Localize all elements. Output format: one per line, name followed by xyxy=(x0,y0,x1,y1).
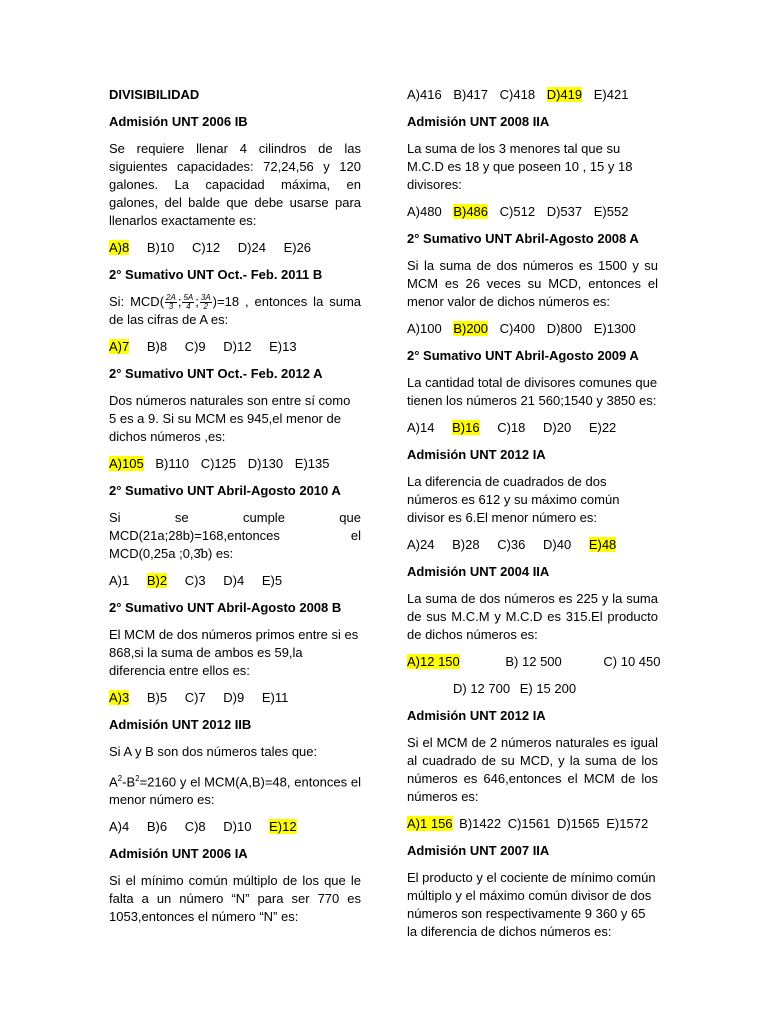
option-d: D)24 xyxy=(237,240,266,255)
question-text: Si el MCM de 2 números naturales es igual al cuadrado de su MCD, y la suma de los números es 646,entonces el MCM de los números es: xyxy=(407,735,658,804)
option-a: A)14 xyxy=(407,420,435,435)
text-fragment: =2160 y el MCM(A,B)=48, entonces el menor número es: xyxy=(109,774,361,808)
answer-options xyxy=(407,653,661,671)
answer-options xyxy=(407,320,658,338)
option-c: C)125 xyxy=(200,456,237,472)
option-e-highlighted: E)48 xyxy=(588,537,617,552)
option-d: D)40 xyxy=(543,537,572,552)
question-text: Si A y B son dos números tales que: xyxy=(109,744,318,760)
option-a-highlighted: A)1 156 xyxy=(407,816,453,831)
question-heading: Admisión UNT 2006 IA xyxy=(109,846,248,862)
option-a: A)1 xyxy=(109,573,130,589)
answer-options xyxy=(109,572,361,590)
question-equation xyxy=(109,770,361,809)
answer-options xyxy=(109,338,361,356)
option-a: A)4 xyxy=(109,819,130,835)
answer-options xyxy=(109,689,361,707)
option-a-highlighted: A)105 xyxy=(109,456,144,472)
option-b: B)5 xyxy=(146,690,168,706)
option-a: A)100 xyxy=(407,321,442,336)
question-heading: Admisión UNT 2007 IIA xyxy=(407,843,550,858)
option-b-highlighted: B)200 xyxy=(453,321,489,336)
option-d: D)1565 xyxy=(556,816,600,831)
answer-options xyxy=(407,203,658,221)
option-e: E)11 xyxy=(261,690,289,706)
option-b: B)110 xyxy=(155,456,190,472)
denominator: 2 xyxy=(203,302,208,312)
option-a-highlighted: A)3 xyxy=(109,690,130,706)
option-a-highlighted: A)8 xyxy=(109,240,130,255)
question-text: Se requiere llenar 4 cilindros de las siguientes capacidades: 72,24,56 y 120 galones. La capacidad máxima, en galones, del balde que debe usarse para llenarlos exactamente es: xyxy=(109,141,361,228)
option-a: A)416 xyxy=(407,87,442,102)
question-heading: Admisión UNT 2012 IA xyxy=(407,447,546,462)
right-column xyxy=(407,86,661,950)
option-d: D) 12 700 xyxy=(453,681,511,696)
question-text: El MCM de dos números primos entre si es 868,si la suma de ambos es 59,la diferencia entre ellos es: xyxy=(109,627,359,679)
answer-options xyxy=(109,818,361,836)
option-a-highlighted: A)7 xyxy=(109,339,130,355)
option-c: C)12 xyxy=(191,240,221,255)
option-c: C)8 xyxy=(184,819,206,835)
option-c: C)36 xyxy=(497,537,526,552)
numerator: 3A xyxy=(200,293,211,303)
option-b-highlighted: B)16 xyxy=(452,420,480,435)
question-heading: Admisión UNT 2006 IB xyxy=(109,114,248,129)
question-heading: 2° Sumativo UNT Oct.- Feb. 2012 A xyxy=(109,366,323,382)
question-text: Si se cumple que MCD(21a;28b)=168,entonces el MCD(0,25a ;0,3̂b) es: xyxy=(109,510,361,562)
question-heading: 2° Sumativo UNT Abril-Agosto 2009 A xyxy=(407,348,639,363)
option-a: A)24 xyxy=(407,537,435,552)
question-heading: 2° Sumativo UNT Abril-Agosto 2010 A xyxy=(109,483,341,499)
option-c: C) 10 450 xyxy=(603,654,661,669)
option-c: C)7 xyxy=(184,690,206,706)
option-d: D)10 xyxy=(223,819,252,835)
answer-options xyxy=(407,419,658,437)
option-e: E) 15 200 xyxy=(519,681,577,696)
option-e-highlighted: E)12 xyxy=(269,819,297,835)
question-heading: 2° Sumativo UNT Abril-Agosto 2008 A xyxy=(407,231,639,246)
option-b-highlighted: B)2 xyxy=(146,573,168,589)
option-e: E)1300 xyxy=(593,321,636,336)
answer-options xyxy=(109,455,361,473)
fraction xyxy=(165,294,177,311)
question-text: La suma de dos números es 225 y la suma de sus M.C.M y M.C.D es 315.El producto de dichos números es: xyxy=(407,591,658,642)
option-b: B)6 xyxy=(146,819,168,835)
option-e: E)5 xyxy=(261,573,283,589)
fraction xyxy=(200,294,212,311)
question-heading: Admisión UNT 2012 IIB xyxy=(109,717,252,733)
option-c: C)9 xyxy=(184,339,206,355)
option-c: C)18 xyxy=(497,420,526,435)
question-text: Dos números naturales son entre sí como 5 es a 9. Si su MCM es 945,el menor de dichos números ,es: xyxy=(109,393,351,445)
option-c: C)3 xyxy=(184,573,206,589)
option-d: D)4 xyxy=(223,573,245,589)
option-b: B)417 xyxy=(453,87,489,102)
question-text: Si la suma de dos números es 1500 y su MCM es 26 veces su MCD, entonces el menor valor de dichos números es: xyxy=(407,258,658,309)
question-text: Si el mínimo común múltiplo de los que le falta a un número “N” para ser 770 es 1053,entonces el número “N” es: xyxy=(109,873,361,925)
document-title: DIVISIBILIDAD xyxy=(109,87,200,102)
option-b: B)28 xyxy=(452,537,480,552)
exponent: 2 xyxy=(135,774,140,784)
option-b: B) 12 500 xyxy=(505,654,562,669)
option-e: E)135 xyxy=(294,456,330,472)
option-d: D)800 xyxy=(546,321,583,336)
option-e: E)26 xyxy=(283,240,312,255)
text-fragment: )=18 , entonces la suma de las cifras de A es: xyxy=(109,294,362,328)
question-text: El producto y el cociente de mínimo común múltiplo y el máximo común divisor de dos números son respectivamente 9 360 y 65 la diferencia de dichos números es: xyxy=(407,870,656,939)
option-d: D)130 xyxy=(247,456,284,472)
option-b: B)8 xyxy=(146,339,168,355)
option-d: D)537 xyxy=(546,204,583,219)
option-a-highlighted: A)12 150 xyxy=(407,654,460,669)
option-a: A)480 xyxy=(407,204,442,219)
option-b: B)1422 xyxy=(459,816,502,831)
option-c: C)418 xyxy=(499,87,536,102)
option-b-highlighted: B)486 xyxy=(453,204,489,219)
option-e: E)13 xyxy=(269,339,297,355)
question-heading: Admisión UNT 2012 IA xyxy=(407,708,546,723)
option-e: E)552 xyxy=(593,204,629,219)
question-heading: 2° Sumativo UNT Oct.- Feb. 2011 B xyxy=(109,267,323,282)
denominator: 4 xyxy=(186,302,191,312)
question-heading: 2° Sumativo UNT Abril-Agosto 2008 B xyxy=(109,600,342,616)
option-d: D)20 xyxy=(543,420,572,435)
question-text: La suma de los 3 menores tal que su M.C.D es 18 y que poseen 10 , 15 y 18 divisores: xyxy=(407,141,633,192)
answer-options xyxy=(407,815,658,833)
numerator: 5A xyxy=(183,293,194,303)
text-fragment: Si: MCD( xyxy=(109,294,165,309)
question-heading: Admisión UNT 2008 IIA xyxy=(407,114,550,129)
question-heading: Admisión UNT 2004 IIA xyxy=(407,564,550,579)
numerator: 2A xyxy=(166,293,176,303)
option-d: D)9 xyxy=(223,690,245,706)
option-c: C)400 xyxy=(499,321,536,336)
option-d: D)12 xyxy=(223,339,252,355)
fraction xyxy=(182,294,194,311)
option-e: E)1572 xyxy=(606,816,649,831)
option-e: E)421 xyxy=(593,87,629,102)
answer-options xyxy=(109,239,361,257)
option-b: B)10 xyxy=(146,240,175,255)
question-text: La diferencia de cuadrados de dos números es 612 y su máximo común divisor es 6.El menor número es: xyxy=(407,474,620,525)
option-e: E)22 xyxy=(588,420,617,435)
text-fragment: A xyxy=(109,774,118,790)
question-text: Si: MCD( $\frac{2A}{3}$ ; $\frac{5A}{4}$ ; $\frac{3A}{2}$ )=18 , entonces la suma de las cifras de A es: xyxy=(109,293,362,328)
denominator: 3 xyxy=(168,302,174,312)
option-c: C)512 xyxy=(499,204,536,219)
option-d-highlighted: D)419 xyxy=(546,87,583,102)
exponent: 2 xyxy=(117,774,123,784)
left-column xyxy=(109,86,361,935)
answer-options-continued xyxy=(407,680,658,698)
answer-options xyxy=(407,86,658,104)
question-text: La cantidad total de divisores comunes que tienen los números 21 560;1540 y 3850 es: xyxy=(407,375,658,408)
option-c: C)1561 xyxy=(507,816,551,831)
answer-options xyxy=(407,536,658,554)
text-fragment: -B xyxy=(122,774,136,790)
